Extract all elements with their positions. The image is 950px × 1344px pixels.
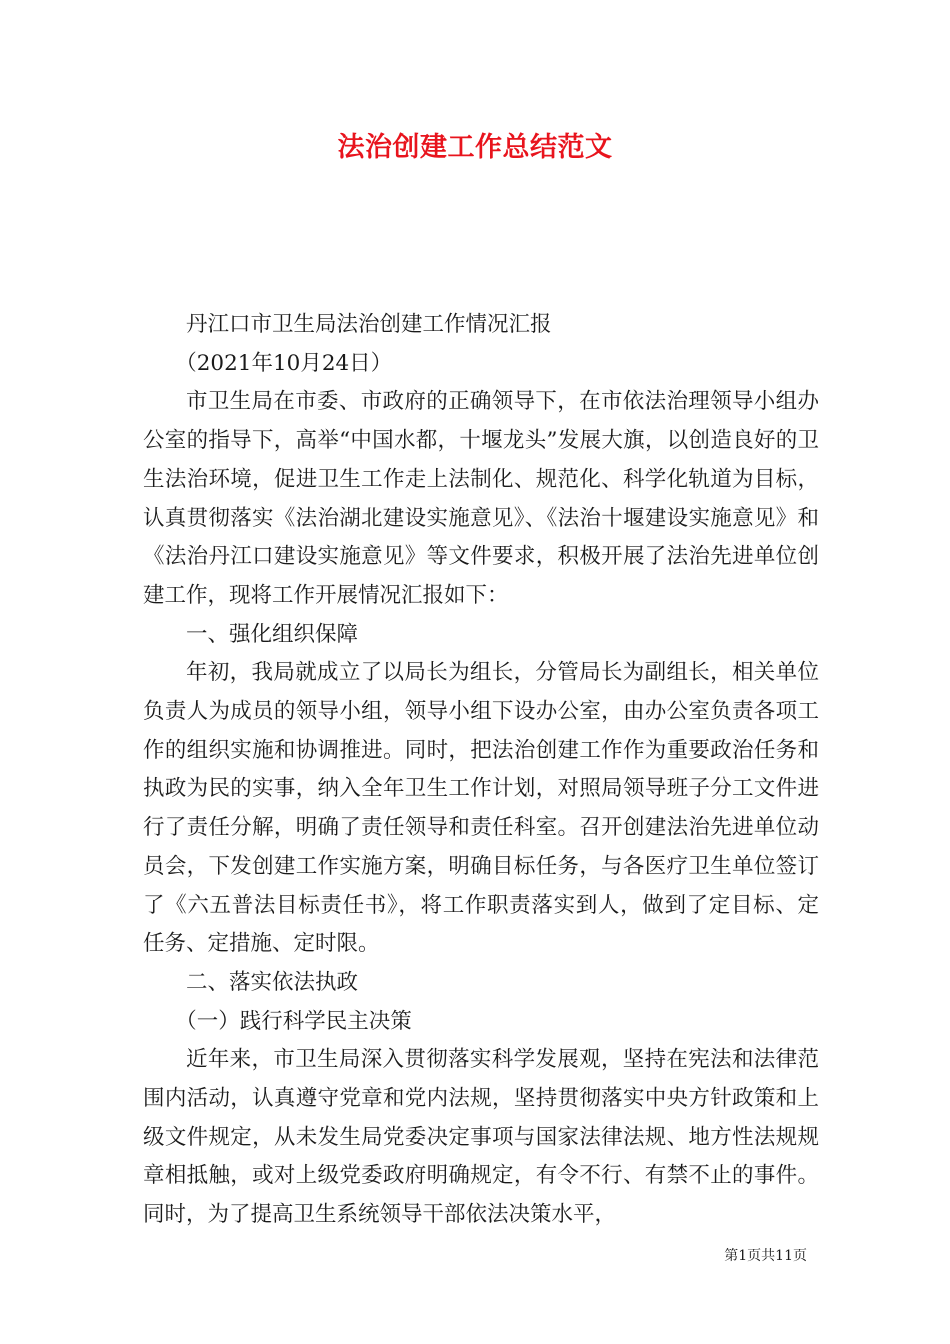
subsection-1-paragraph: 近年来，市卫生局深入贯彻落实科学发展观，坚持在宪法和法律范围内活动，认真遵守党章和党内法规，坚持贯彻落实中央方针政策和上级文件规定，从未发生局党委决定事项与国家法律法规、地方性法规规章相抵触，或对上级党委政府明确规定，有令不行、有禁不止的事件。同时，为了提高卫生系统领导干部依法决策水平，	[143, 1047, 819, 1228]
report-date: （2021年10月24日）	[175, 350, 393, 376]
intro-paragraph: 市卫生局在市委、市政府的正确领导下，在市依法治理领导小组办公室的指导下，高举“中国水都，十堰龙头”发展大旗，以创造良好的卫生法治环境，促进卫生工作走上法制化、规范化、科学化轨道为目标，认真贯彻落实《法治湖北建设实施意见》、《法治十堰建设实施意见》和《法治丹江口建设实施意见》等文件要求，积极开展了法治先进单位创建工作，现将工作开展情况汇报如下：	[143, 389, 819, 608]
document-body	[143, 306, 819, 1235]
page-number: 第1页共11页	[724, 1248, 807, 1264]
subsection-heading-1: （一）践行科学民主决策	[175, 1008, 412, 1034]
report-heading: 丹江口市卫生局法治创建工作情况汇报	[186, 312, 552, 337]
section-heading-1: 一、强化组织保障	[186, 621, 359, 647]
section-heading-2: 二、落实依法执政	[186, 969, 359, 995]
section-1-paragraph: 年初，我局就成立了以局长为组长，分管局长为副组长，相关单位负责人为成员的领导小组，领导小组下设办公室，由办公室负责各项工作的组织实施和协调推进。同时，把法治创建工作作为重要政治任务和执政为民的实事，纳入全年卫生工作计划，对照局领导班子分工文件进行了责任分解，明确了责任领导和责任科室。召开创建法治先进单位动员会，下发创建工作实施方案，明确目标任务，与各医疗卫生单位签订了《六五普法目标责任书》，将工作职责落实到人，做到了定目标、定任务、定措施、定时限。	[143, 660, 819, 957]
document-title: 法治创建工作总结范文	[337, 132, 613, 163]
